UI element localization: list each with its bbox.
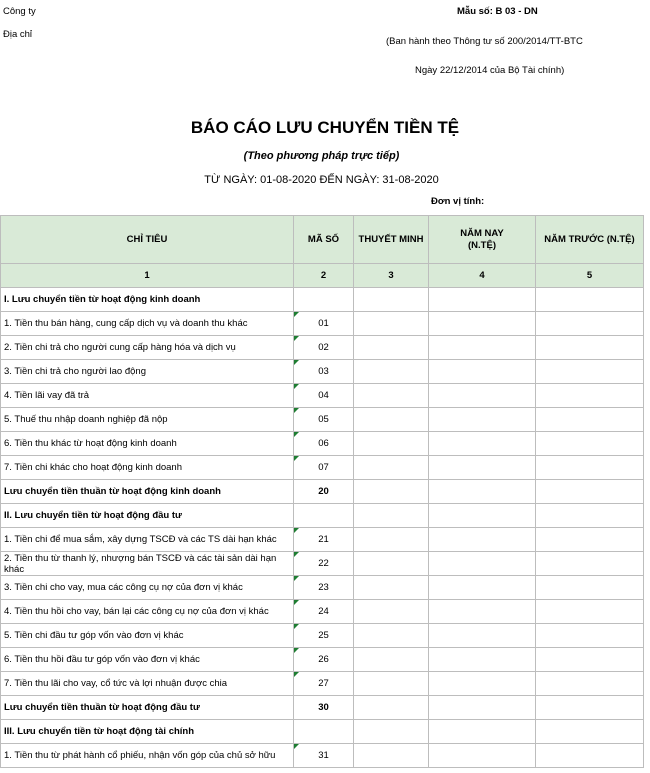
row-indicator-name: 6. Tiền thu khác từ hoạt động kinh doanh [1,432,294,456]
table-row [1,576,644,600]
table-row [1,528,644,552]
row-code: 22 [294,552,354,576]
column-number: 2 [294,264,354,288]
row-notes-cell [354,624,429,648]
row-notes-cell [354,384,429,408]
row-code: 05 [294,408,354,432]
row-notes-cell [354,312,429,336]
row-code: 23 [294,576,354,600]
row-current-year-cell [429,408,536,432]
company-label: Công ty [3,6,36,17]
row-current-year-cell [429,360,536,384]
row-notes-cell [354,696,429,720]
row-previous-year-cell [536,696,644,720]
row-notes-cell [354,528,429,552]
address-label: Địa chỉ [3,29,33,40]
row-current-year-cell [429,312,536,336]
row-code: 20 [294,480,354,504]
row-current-year-cell [429,552,536,576]
row-current-year-cell [429,600,536,624]
table-row [1,336,644,360]
row-indicator-name: 1. Tiền thu từ phát hành cổ phiếu, nhận vốn góp của chủ sở hữu [1,744,294,768]
issued-date-note: Ngày 22/12/2014 của Bộ Tài chính) [415,65,565,76]
row-notes-cell [354,288,429,312]
row-code [294,720,354,744]
table-header-row [1,216,644,264]
row-previous-year-cell [536,624,644,648]
row-indicator-name: II. Lưu chuyển tiền từ hoạt động đầu tư [1,504,294,528]
row-current-year-cell [429,624,536,648]
row-notes-cell [354,600,429,624]
row-indicator-name: Lưu chuyển tiền thuần từ hoạt động đầu tư [1,696,294,720]
row-current-year-cell [429,720,536,744]
row-notes-cell [354,432,429,456]
row-indicator-name: 1. Tiền thu bán hàng, cung cấp dịch vụ và doanh thu khác [1,312,294,336]
row-code: 24 [294,600,354,624]
table-row [1,456,644,480]
row-current-year-cell [429,480,536,504]
row-code: 27 [294,672,354,696]
report-title: BÁO CÁO LƯU CHUYỂN TIỀN TỆ [190,118,460,137]
row-indicator-name: 7. Tiền thu lãi cho vay, cổ tức và lợi nhuận được chia [1,672,294,696]
row-previous-year-cell [536,336,644,360]
row-indicator-name: 5. Tiền chi đầu tư góp vốn vào đơn vị khác [1,624,294,648]
row-notes-cell [354,408,429,432]
row-code [294,288,354,312]
row-current-year-cell [429,432,536,456]
row-indicator-name: 1. Tiền chi để mua sắm, xây dựng TSCĐ và các TS dài hạn khác [1,528,294,552]
row-indicator-name: III. Lưu chuyển tiền từ hoạt động tài chính [1,720,294,744]
row-indicator-name: 3. Tiền chi trả cho người lao động [1,360,294,384]
table-row [1,648,644,672]
row-previous-year-cell [536,600,644,624]
row-code: 30 [294,696,354,720]
row-code: 03 [294,360,354,384]
row-previous-year-cell [536,720,644,744]
row-indicator-name: I. Lưu chuyển tiền từ hoạt động kinh doanh [1,288,294,312]
row-indicator-name: Lưu chuyển tiền thuần từ hoạt động kinh doanh [1,480,294,504]
row-current-year-cell [429,648,536,672]
row-previous-year-cell [536,312,644,336]
row-indicator-name: 4. Tiền thu hồi cho vay, bán lại các công cụ nợ của đơn vị khác [1,600,294,624]
row-current-year-cell [429,528,536,552]
column-header-current-year: NĂM NAY (N.TỆ) [429,216,536,264]
row-indicator-name: 3. Tiền chi cho vay, mua các công cụ nợ của đơn vị khác [1,576,294,600]
form-code: Mẫu số: B 03 - DN [457,6,538,17]
row-previous-year-cell [536,456,644,480]
table-row [1,480,644,504]
cash-flow-table [0,215,644,768]
row-previous-year-cell [536,480,644,504]
row-notes-cell [354,480,429,504]
row-previous-year-cell [536,360,644,384]
row-previous-year-cell [536,648,644,672]
row-indicator-name: 7. Tiền chi khác cho hoạt động kinh doanh [1,456,294,480]
row-previous-year-cell [536,744,644,768]
table-row [1,432,644,456]
row-previous-year-cell [536,528,644,552]
row-indicator-name: 6. Tiền thu hồi đầu tư góp vốn vào đơn vị khác [1,648,294,672]
row-current-year-cell [429,744,536,768]
row-notes-cell [354,456,429,480]
row-previous-year-cell [536,288,644,312]
row-notes-cell [354,576,429,600]
table-row [1,672,644,696]
row-indicator-name: 5. Thuế thu nhập doanh nghiệp đã nộp [1,408,294,432]
row-code: 06 [294,432,354,456]
table-row [1,384,644,408]
row-notes-cell [354,552,429,576]
column-number-row [1,264,644,288]
table-row [1,744,644,768]
row-notes-cell [354,672,429,696]
column-number: 4 [429,264,536,288]
row-notes-cell [354,744,429,768]
column-number: 3 [354,264,429,288]
row-notes-cell [354,336,429,360]
column-number: 5 [536,264,644,288]
row-indicator-name: 2. Tiền chi trả cho người cung cấp hàng hóa và dịch vụ [1,336,294,360]
column-header-previous-year: NĂM TRƯỚC (N.TỆ) [536,216,644,264]
row-code: 25 [294,624,354,648]
column-header-code: MÃ SỐ [294,216,354,264]
row-code: 04 [294,384,354,408]
row-code [294,504,354,528]
issued-by-note: (Ban hành theo Thông tư số 200/2014/TT-BTC [386,36,583,47]
row-previous-year-cell [536,408,644,432]
row-notes-cell [354,720,429,744]
row-code: 26 [294,648,354,672]
row-current-year-cell [429,696,536,720]
row-current-year-cell [429,456,536,480]
table-row [1,288,644,312]
row-code: 02 [294,336,354,360]
row-indicator-name: 4. Tiền lãi vay đã trả [1,384,294,408]
row-current-year-cell [429,288,536,312]
table-row [1,624,644,648]
row-previous-year-cell [536,504,644,528]
row-notes-cell [354,360,429,384]
table-row [1,600,644,624]
table-row [1,552,644,576]
column-header-indicator: CHỈ TIÊU [1,216,294,264]
report-subtitle: (Theo phương pháp trực tiếp) [243,150,400,162]
table-row [1,360,644,384]
table-row [1,504,644,528]
row-current-year-cell [429,576,536,600]
table-row [1,408,644,432]
row-previous-year-cell [536,552,644,576]
row-notes-cell [354,504,429,528]
column-number: 1 [1,264,294,288]
row-current-year-cell [429,504,536,528]
row-code: 01 [294,312,354,336]
table-row [1,312,644,336]
row-code: 31 [294,744,354,768]
row-notes-cell [354,648,429,672]
unit-label: Đơn vị tính: [431,196,485,207]
row-indicator-name: 2. Tiền thu từ thanh lý, nhượng bán TSCĐ và các tài sản dài hạn khác [1,552,294,576]
row-previous-year-cell [536,432,644,456]
row-previous-year-cell [536,672,644,696]
row-code: 07 [294,456,354,480]
table-row [1,696,644,720]
row-current-year-cell [429,384,536,408]
row-code: 21 [294,528,354,552]
row-current-year-cell [429,336,536,360]
row-previous-year-cell [536,576,644,600]
report-period: TỪ NGÀY: 01-08-2020 ĐẾN NGÀY: 31-08-2020 [204,174,439,186]
column-header-notes: THUYẾT MINH [354,216,429,264]
row-previous-year-cell [536,384,644,408]
row-current-year-cell [429,672,536,696]
table-row [1,720,644,744]
